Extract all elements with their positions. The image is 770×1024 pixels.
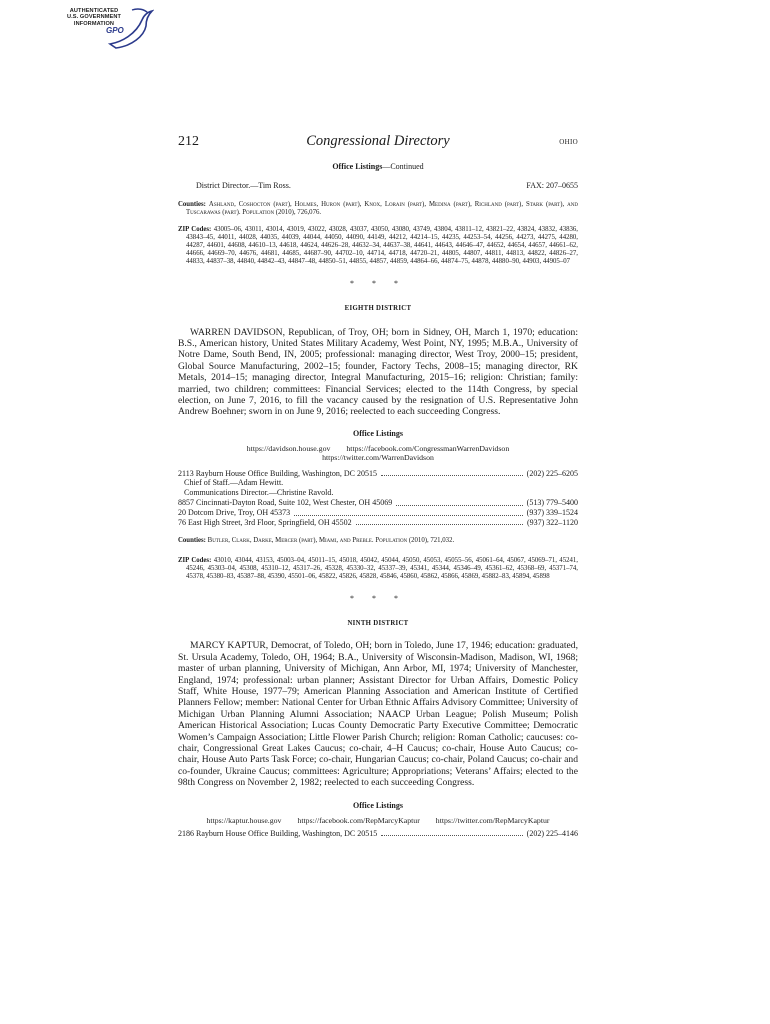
office-address: 8857 Cincinnati-Dayton Road, Suite 102, West Chester, OH 45069: [178, 498, 393, 508]
communications-director: Communications Director.—Christine Ravold.: [184, 488, 334, 498]
office-phone: (513) 779–5400: [526, 498, 578, 508]
office-address: 76 East High Street, 3rd Floor, Springfield, OH 45502: [178, 517, 352, 527]
ninth-biography: MARCY KAPTUR, Democrat, of Toledo, OH; born in Toledo, June 17, 1946; education: graduated, St. Ursula Academy, Toledo, OH, 1964; B.A., University of Wisconsin-Madison, Madison, WI, 1968; master of urban planning, University of Michigan, Ann Arbor, MI, 1974; University of Manchester, England, 1974; professional: urban planner; Assistant Director for Urban Affairs, Domestic Policy Staff, White House, 1977–79; American Planning Association and American Institute of Certified Planners Fellow; member: National Center for Urban Ethnic Affairs Advisory Committee; University of Michigan Urban Planning Alumni Association; NAACP Urban League; Polish Museum; Polish American Historical Association; Lucas County Democratic Party Executive Committee; Democratic Women’s Campaign Association; Little Flower Parish Church; religion: Roman Catholic; caucuses: co-chair, Congressional Great Lakes Caucus; co-chair, 4–H Caucus; co-chair, House Auto Caucus; co-chair, House Auto Parts Task Force; co-chair, Hungarian Caucus; co-chair, Poland Caucus; co-chair and co-founder, Ukraine Caucus; committees: Agriculture; Appropriations; Veterans’ Affairs; elected to the 98th Congress on November 2, 1982; reelected to each succeeding Congress.: [178, 640, 578, 789]
eighth-links-row: [178, 444, 578, 453]
leader-dots: [381, 834, 522, 836]
office-address: 20 Dotcom Drive, Troy, OH 45373: [178, 507, 291, 517]
continued-label: Office Listings: [332, 162, 383, 171]
district-director: District Director.—Tim Ross.: [196, 180, 291, 190]
seventh-counties: [178, 201, 578, 217]
ninth-links-row: [178, 816, 578, 825]
zip-text: 43010, 43044, 43153, 45003–04, 45011–15, 45018, 45042, 45044, 45050, 45053, 45055–56, 45061–64, 45067, 45069–71, 45241, 45246, 45303–04, 45308, 45310–12, 45317–26, 45328, 45330–32, 45337–39, 45341, 45344, 45346–49, 45361–62, 45368–69, 45371–74, 45378, 45380–83, 45387–88, 45390, 45501–06, 45822, 45826, 45828, 45846, 45860, 45862, 45866, 45869, 45882–83, 45894, 45898: [186, 557, 578, 581]
eighth-counties: [178, 537, 578, 545]
counties-text: Ashland, Coshocton (part), Holmes, Huron (part), Knox, Lorain (part), Medina (part), Richland (part), Stark (part), and Tuscarawas (part). Population (2010), 726,076.: [186, 200, 578, 216]
eighth-twitter-row: [178, 453, 578, 462]
office-address: 2186 Rayburn House Office Building, Washington, DC 20515: [178, 828, 378, 838]
ninth-offices: [178, 829, 578, 839]
eighth-biography: WARREN DAVIDSON, Republican, of Troy, OH; born in Sidney, OH, March 1, 1970; education: B.S., American history, United States Military Academy, West Point, NY, 1995; M.B.A., University of Notre Dame, South Bend, IN, 2005; professional: managing director, West Troy, 2000–15; president, Global Source Manufacturing, 2002–15; founder, Factory Techs, 2008–15; managing director, RK Metals, 2014–15; managing director, Integral Manufacturing, 2015–16; religion: Christian; family: married, two children; committees: Financial Services; elected to the 114th Congress, by special election, on June 7, 2016, to fill the vacancy caused by the resignation of U.S. Representative John Andrew Boehner; sworn in on June 9, 2016; reelected to each succeeding Congress.: [178, 326, 578, 418]
ninth-district-heading: NINTH DISTRICT: [347, 620, 409, 628]
logo-line-3: INFORMATION: [73, 20, 115, 27]
fax-number: FAX: 207–0655: [526, 180, 578, 190]
eighth-district-heading: EIGHTH DISTRICT: [344, 304, 412, 312]
counties-text: Butler, Clark, Darke, Mercer (part), Miami, and Preble. Population (2010), 721,032.: [207, 537, 455, 545]
eighth-office-heading: Office Listings: [353, 428, 403, 438]
office-row: [178, 829, 578, 839]
state-label: OHIO: [559, 138, 578, 146]
house-link[interactable]: https://kaptur.house.gov: [206, 815, 282, 825]
eighth-offices: [178, 469, 578, 528]
office-row: [178, 498, 578, 508]
leader-dots: [294, 514, 523, 516]
office-row: [178, 469, 578, 479]
office-address: 2113 Rayburn House Office Building, Washington, DC 20515: [178, 468, 377, 478]
leader-dots: [356, 523, 523, 525]
office-phone: (937) 322–1120: [526, 517, 578, 527]
ninth-office-heading: Office Listings: [353, 800, 403, 810]
continued-heading: [178, 162, 578, 172]
seventh-staff-row: [178, 181, 578, 191]
zip-text: 43005–06, 43011, 43014, 43019, 43022, 43028, 43037, 43050, 43080, 43749, 43804, 43811–12, 43821–22, 43824, 43832, 43836, 43843–45, 44011, 44028, 44035, 44039, 44044, 44050, 44090, 44149, 44212, 44214–15, 44235, 44253–54, 44256, 44273, 44275, 44280, 44287, 44601, 44608, 44610–13, 44618, 44624, 44626–28, 44632–34, 44637–38, 44641, 44643, 44646–47, 44652, 44654, 44657, 44661–62, 44666, 44669–70, 44676, 44681, 44685, 44687–90, 44702–10, 44714, 44718, 44720–21, 44805, 44807, 44811, 44813, 44822, 44826–27, 44833, 44837–38, 44840, 44842–43, 44847–48, 44850–51, 44855, 44857, 44859, 44864–66, 44874–75, 44878, 44880–90, 44903, 44905–07: [186, 225, 579, 265]
office-phone: (202) 225–6205: [526, 468, 578, 478]
facebook-link[interactable]: https://facebook.com/CongressmanWarrenDavidson: [346, 443, 510, 453]
gpo-authentication-logo: [62, 6, 152, 50]
house-link[interactable]: https://davidson.house.gov: [246, 443, 331, 453]
section-separator: * * *: [350, 594, 406, 604]
zip-label: ZIP Codes:: [178, 557, 212, 565]
office-phone: (202) 225–4146: [526, 828, 578, 838]
gpo-mark: GPO: [106, 26, 124, 35]
page-title: Congressional Directory: [306, 133, 450, 149]
office-row: [178, 518, 578, 528]
continued-suffix: —Continued: [382, 162, 424, 171]
eighth-zip-codes: [178, 557, 578, 581]
logo-line-2: U.S. GOVERNMENT: [66, 14, 122, 21]
seventh-zip-codes: [178, 226, 578, 266]
page-number: 212: [178, 134, 199, 149]
section-separator: * * *: [350, 278, 406, 288]
leader-dots: [381, 474, 523, 476]
twitter-link[interactable]: https://twitter.com/WarrenDavidson: [322, 452, 434, 462]
chief-of-staff: Chief of Staff.—Adam Hewitt.: [184, 478, 284, 488]
page-header: [178, 134, 578, 156]
facebook-link[interactable]: https://facebook.com/RepMarcyKaptur: [297, 815, 420, 825]
counties-label: Counties:: [178, 200, 206, 208]
leader-dots: [396, 504, 522, 506]
office-phone: (937) 339–1524: [526, 507, 578, 517]
twitter-link[interactable]: https://twitter.com/RepMarcyKaptur: [435, 815, 550, 825]
office-row: [178, 508, 578, 518]
logo-line-1: AUTHENTICATED: [69, 8, 119, 14]
zip-label: ZIP Codes:: [178, 225, 212, 233]
counties-label: Counties:: [178, 537, 206, 545]
directory-page: [178, 134, 578, 838]
